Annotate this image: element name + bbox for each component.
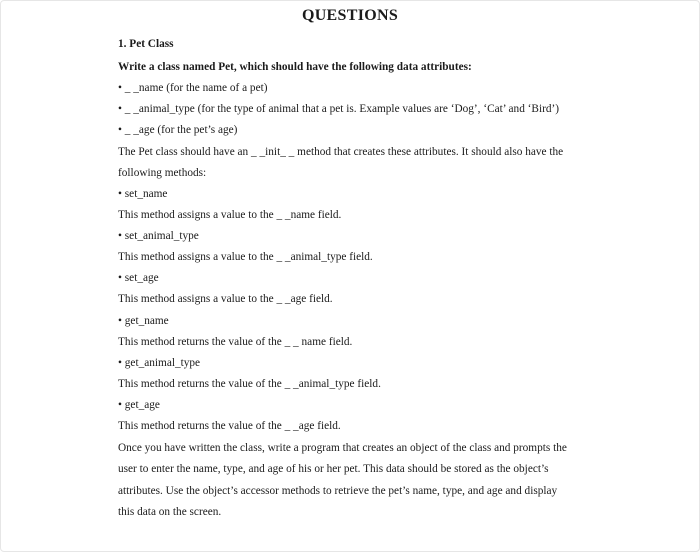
init-paragraph-line: following methods:	[118, 167, 207, 179]
closing-paragraph-line: this data on the screen.	[118, 506, 222, 518]
page-title: QUESTIONS	[301, 7, 399, 24]
section-heading: 1. Pet Class	[118, 38, 174, 50]
method-desc-set-age: This method assigns a value to the _ _age field.	[118, 293, 333, 305]
method-name-set-animal-type: • set_animal_type	[118, 230, 199, 242]
attribute-item-age: • _ _age (for the pet’s age)	[118, 124, 238, 136]
method-name-set-age: • set_age	[118, 272, 159, 284]
attribute-item-animal-type: • _ _animal_type (for the type of animal that a pet is. Example values are ‘Dog’, ‘Cat’ and ‘Bird’)	[118, 103, 560, 115]
method-desc-set-animal-type: This method assigns a value to the _ _animal_type field.	[118, 251, 373, 263]
closing-paragraph-line: Once you have written the class, write a program that creates an object of the class and prompts the	[118, 442, 567, 454]
init-paragraph-line: The Pet class should have an _ _init_ _ method that creates these attributes. It should also have the	[118, 146, 564, 158]
intro-text: Write a class named Pet, which should have the following data attributes:	[118, 61, 472, 73]
method-desc-get-age: This method returns the value of the _ _age field.	[118, 420, 341, 432]
attribute-item-name: • _ _name (for the name of a pet)	[118, 82, 268, 94]
closing-paragraph-line: attributes. Use the object’s accessor methods to retrieve the pet’s name, type, and age and display	[118, 485, 558, 497]
method-name-get-age: • get_age	[118, 399, 160, 411]
method-desc-set-name: This method assigns a value to the _ _name field.	[118, 209, 342, 221]
method-desc-get-name: This method returns the value of the _ _ name field.	[118, 336, 353, 348]
closing-paragraph-line: user to enter the name, type, and age of his or her pet. This data should be stored as the object’s	[118, 463, 549, 475]
method-name-set-name: • set_name	[118, 188, 168, 200]
method-desc-get-animal-type: This method returns the value of the _ _animal_type field.	[118, 378, 381, 390]
method-name-get-name: • get_name	[118, 315, 169, 327]
method-name-get-animal-type: • get_animal_type	[118, 357, 201, 369]
